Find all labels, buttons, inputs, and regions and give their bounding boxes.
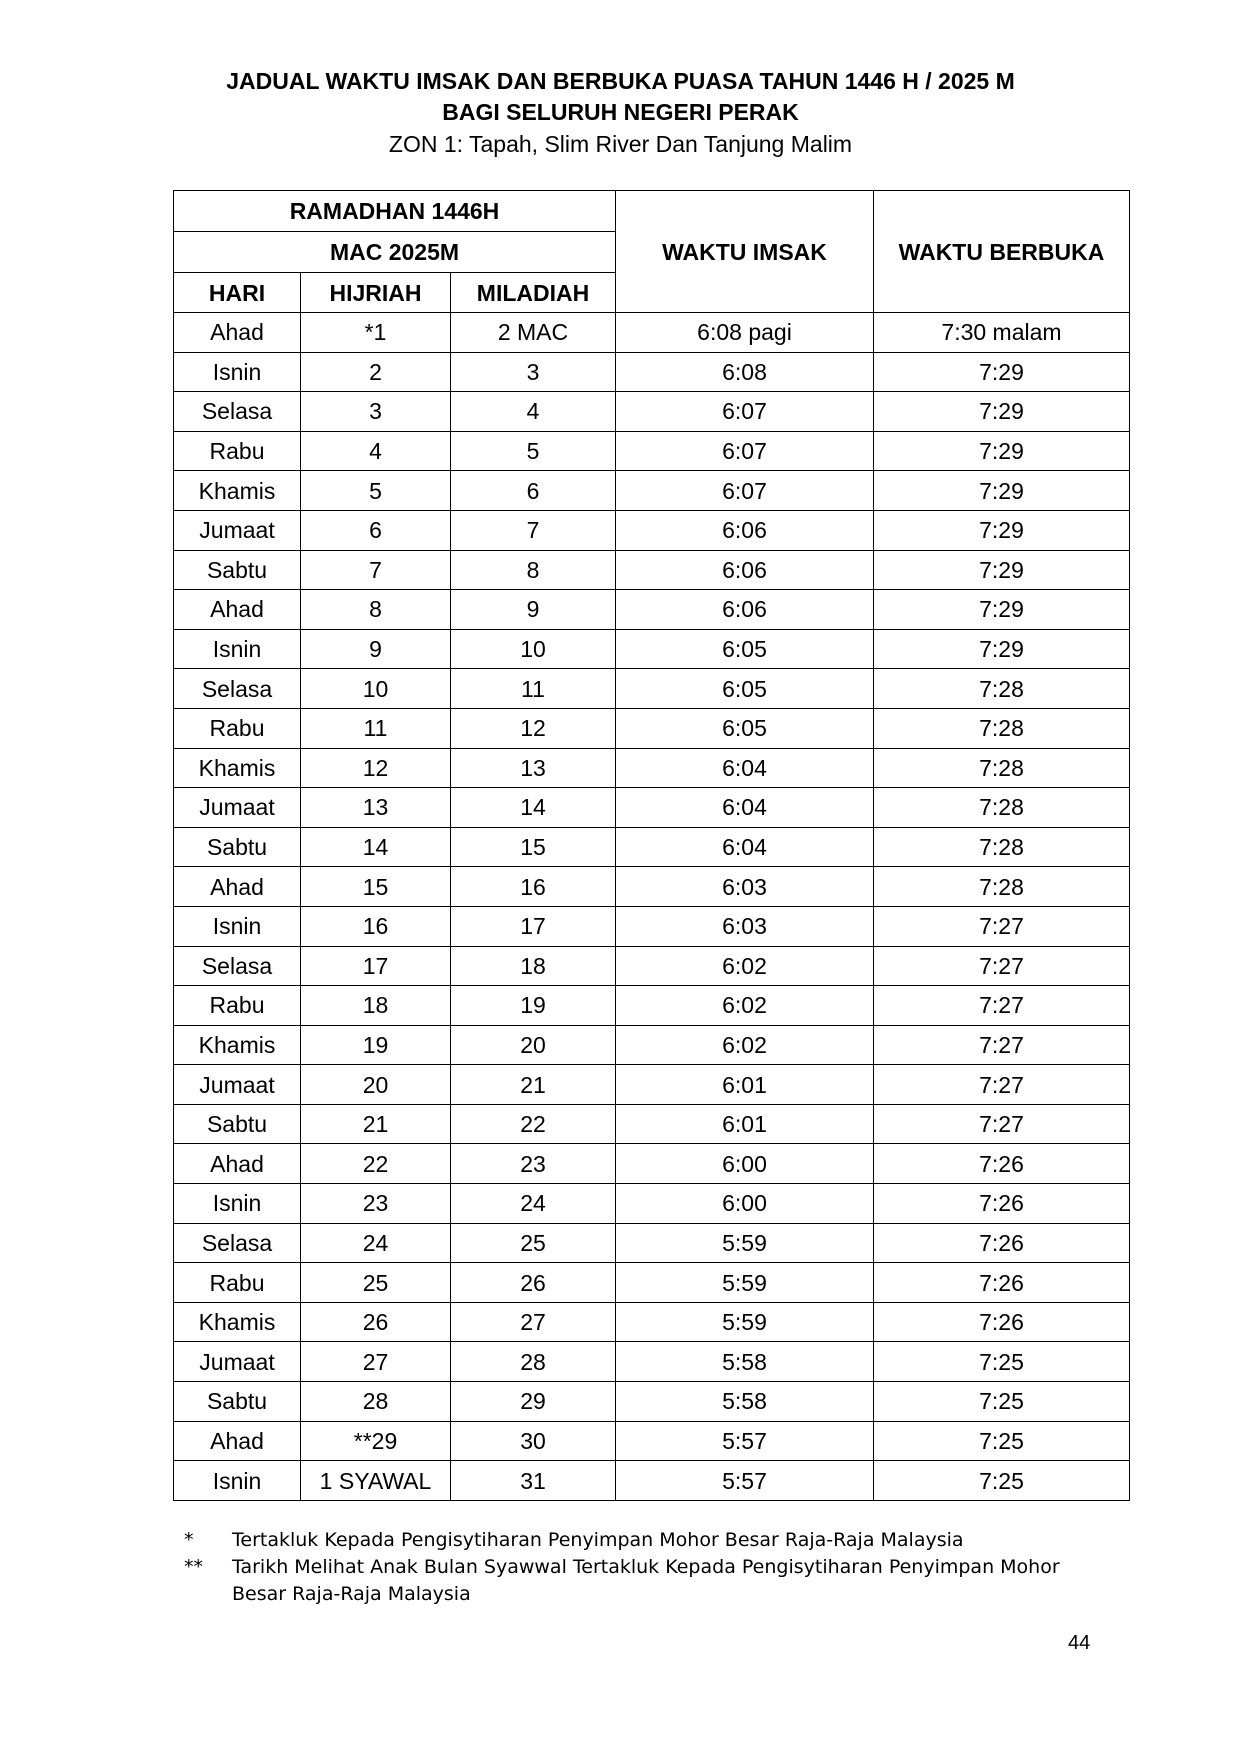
- cell-waktu-imsak: 5:59: [616, 1223, 874, 1263]
- cell-waktu-berbuka: 7:29: [874, 510, 1130, 550]
- cell-waktu-berbuka: 7:26: [874, 1184, 1130, 1224]
- header-month: MAC 2025M: [174, 232, 616, 273]
- cell-waktu-berbuka: 7:25: [874, 1342, 1130, 1382]
- table-row: [174, 1263, 1130, 1303]
- cell-waktu-berbuka: 7:25: [874, 1382, 1130, 1422]
- cell-miladiah: 21: [451, 1065, 616, 1105]
- table-row: [174, 1184, 1130, 1224]
- cell-waktu-imsak: 6:04: [616, 827, 874, 867]
- cell-waktu-imsak: 5:57: [616, 1461, 874, 1501]
- cell-hijriah: 18: [301, 986, 451, 1026]
- cell-hijriah: 21: [301, 1104, 451, 1144]
- cell-miladiah: 13: [451, 748, 616, 788]
- cell-miladiah: 15: [451, 827, 616, 867]
- table-row: [174, 986, 1130, 1026]
- cell-miladiah: 30: [451, 1421, 616, 1461]
- cell-miladiah: 8: [451, 550, 616, 590]
- cell-hijriah: 13: [301, 788, 451, 828]
- cell-hijriah: 6: [301, 510, 451, 550]
- cell-waktu-berbuka: 7:28: [874, 867, 1130, 907]
- cell-hijriah: 28: [301, 1382, 451, 1422]
- table-row: [174, 1025, 1130, 1065]
- table-row: [174, 748, 1130, 788]
- cell-waktu-berbuka: 7:28: [874, 788, 1130, 828]
- cell-miladiah: 6: [451, 471, 616, 511]
- table-row: [174, 471, 1130, 511]
- cell-hijriah: 15: [301, 867, 451, 907]
- table-row: [174, 1461, 1130, 1501]
- footnote-text: Besar Raja-Raja Malaysia: [232, 1583, 471, 1605]
- cell-waktu-imsak: 6:05: [616, 708, 874, 748]
- cell-waktu-berbuka: 7:29: [874, 392, 1130, 432]
- cell-waktu-imsak: 6:06: [616, 510, 874, 550]
- cell-miladiah: 24: [451, 1184, 616, 1224]
- table-row: [174, 550, 1130, 590]
- cell-hijriah: 8: [301, 590, 451, 630]
- cell-hijriah: 27: [301, 1342, 451, 1382]
- cell-hijriah: 22: [301, 1144, 451, 1184]
- cell-miladiah: 5: [451, 431, 616, 471]
- cell-hari: Ahad: [174, 1144, 301, 1184]
- header-hari: HARI: [174, 273, 301, 313]
- cell-hari: Ahad: [174, 867, 301, 907]
- cell-hijriah: 7: [301, 550, 451, 590]
- imsak-berbuka-table: [173, 190, 1130, 1501]
- table-row: [174, 1421, 1130, 1461]
- table-row: [174, 867, 1130, 907]
- document-title: [0, 66, 1241, 161]
- header-hijriah: HIJRIAH: [301, 273, 451, 313]
- cell-hijriah: 24: [301, 1223, 451, 1263]
- cell-hari: Selasa: [174, 392, 301, 432]
- cell-hari: Selasa: [174, 669, 301, 709]
- header-ramadhan: RAMADHAN 1446H: [174, 191, 616, 232]
- cell-hari: Jumaat: [174, 788, 301, 828]
- cell-miladiah: 27: [451, 1302, 616, 1342]
- cell-waktu-imsak: 6:07: [616, 471, 874, 511]
- cell-waktu-berbuka: 7:26: [874, 1263, 1130, 1303]
- table-row: [174, 392, 1130, 432]
- table-row: [174, 590, 1130, 630]
- cell-miladiah: 16: [451, 867, 616, 907]
- cell-miladiah: 4: [451, 392, 616, 432]
- cell-miladiah: 26: [451, 1263, 616, 1303]
- title-line-2: BAGI SELURUH NEGERI PERAK: [442, 99, 799, 125]
- table-row: [174, 1382, 1130, 1422]
- cell-waktu-imsak: 6:02: [616, 1025, 874, 1065]
- footnote-text: Tertakluk Kepada Pengisytiharan Penyimpan Mohor Besar Raja-Raja Malaysia: [232, 1529, 964, 1551]
- footnote-mark: **: [184, 1556, 203, 1578]
- cell-hari: Khamis: [174, 1302, 301, 1342]
- cell-miladiah: 23: [451, 1144, 616, 1184]
- cell-hijriah: 1 SYAWAL: [301, 1461, 451, 1501]
- cell-waktu-berbuka: 7:29: [874, 431, 1130, 471]
- cell-hijriah: 23: [301, 1184, 451, 1224]
- cell-waktu-imsak: 6:02: [616, 986, 874, 1026]
- cell-waktu-imsak: 6:07: [616, 392, 874, 432]
- page-number: 44: [1068, 1632, 1091, 1654]
- cell-hari: Selasa: [174, 946, 301, 986]
- cell-hari: Sabtu: [174, 827, 301, 867]
- cell-waktu-imsak: 5:58: [616, 1382, 874, 1422]
- cell-hijriah: **29: [301, 1421, 451, 1461]
- cell-waktu-imsak: 6:03: [616, 867, 874, 907]
- cell-hijriah: 14: [301, 827, 451, 867]
- table-body: [174, 313, 1130, 1501]
- cell-hari: Khamis: [174, 471, 301, 511]
- cell-hari: Rabu: [174, 708, 301, 748]
- cell-hari: Isnin: [174, 906, 301, 946]
- cell-miladiah: 14: [451, 788, 616, 828]
- footnotes: [184, 1527, 1144, 1608]
- cell-waktu-berbuka: 7:29: [874, 629, 1130, 669]
- table-row: [174, 1223, 1130, 1263]
- cell-miladiah: 3: [451, 352, 616, 392]
- footnote-mark: *: [184, 1529, 194, 1551]
- cell-miladiah: 18: [451, 946, 616, 986]
- cell-waktu-berbuka: 7:29: [874, 550, 1130, 590]
- footnote-line: [184, 1581, 1144, 1608]
- cell-hijriah: 16: [301, 906, 451, 946]
- cell-waktu-berbuka: 7:26: [874, 1223, 1130, 1263]
- cell-hijriah: 4: [301, 431, 451, 471]
- cell-waktu-imsak: 6:05: [616, 669, 874, 709]
- table-row: [174, 827, 1130, 867]
- cell-waktu-berbuka: 7:25: [874, 1461, 1130, 1501]
- cell-hari: Rabu: [174, 986, 301, 1026]
- cell-miladiah: 29: [451, 1382, 616, 1422]
- cell-waktu-berbuka: 7:29: [874, 352, 1130, 392]
- cell-waktu-imsak: 6:06: [616, 590, 874, 630]
- cell-miladiah: 31: [451, 1461, 616, 1501]
- table-row: [174, 352, 1130, 392]
- cell-miladiah: 10: [451, 629, 616, 669]
- cell-hijriah: *1: [301, 313, 451, 353]
- cell-miladiah: 28: [451, 1342, 616, 1382]
- cell-hari: Khamis: [174, 1025, 301, 1065]
- cell-waktu-berbuka: 7:28: [874, 669, 1130, 709]
- cell-hari: Isnin: [174, 1461, 301, 1501]
- cell-waktu-berbuka: 7:28: [874, 708, 1130, 748]
- cell-hijriah: 25: [301, 1263, 451, 1303]
- table-row: [174, 1144, 1130, 1184]
- cell-waktu-imsak: 6:00: [616, 1144, 874, 1184]
- cell-hijriah: 10: [301, 669, 451, 709]
- cell-miladiah: 9: [451, 590, 616, 630]
- cell-hijriah: 9: [301, 629, 451, 669]
- cell-waktu-imsak: 6:00: [616, 1184, 874, 1224]
- cell-waktu-imsak: 5:58: [616, 1342, 874, 1382]
- cell-miladiah: 7: [451, 510, 616, 550]
- table-row: [174, 669, 1130, 709]
- table-row: [174, 629, 1130, 669]
- cell-hijriah: 26: [301, 1302, 451, 1342]
- cell-hijriah: 2: [301, 352, 451, 392]
- cell-miladiah: 25: [451, 1223, 616, 1263]
- footnote-line: [184, 1527, 1144, 1554]
- table-row: [174, 1065, 1130, 1105]
- cell-waktu-imsak: 6:04: [616, 748, 874, 788]
- cell-waktu-imsak: 6:01: [616, 1065, 874, 1105]
- cell-waktu-berbuka: 7:26: [874, 1302, 1130, 1342]
- cell-hari: Sabtu: [174, 1104, 301, 1144]
- cell-waktu-imsak: 5:57: [616, 1421, 874, 1461]
- table-row: [174, 1104, 1130, 1144]
- cell-hijriah: 5: [301, 471, 451, 511]
- cell-hari: Ahad: [174, 313, 301, 353]
- cell-waktu-berbuka: 7:26: [874, 1144, 1130, 1184]
- header-miladiah: MILADIAH: [451, 273, 616, 313]
- cell-hari: Isnin: [174, 629, 301, 669]
- cell-hari: Jumaat: [174, 1342, 301, 1382]
- cell-waktu-imsak: 6:06: [616, 550, 874, 590]
- cell-hari: Sabtu: [174, 1382, 301, 1422]
- table-row: [174, 788, 1130, 828]
- table-row: [174, 906, 1130, 946]
- table-row: [174, 1302, 1130, 1342]
- cell-miladiah: 17: [451, 906, 616, 946]
- cell-hari: Selasa: [174, 1223, 301, 1263]
- table-row: [174, 431, 1130, 471]
- cell-hari: Ahad: [174, 590, 301, 630]
- cell-hari: Rabu: [174, 1263, 301, 1303]
- cell-waktu-berbuka: 7:28: [874, 827, 1130, 867]
- cell-waktu-berbuka: 7:30 malam: [874, 313, 1130, 353]
- cell-miladiah: 22: [451, 1104, 616, 1144]
- cell-hari: Isnin: [174, 352, 301, 392]
- cell-miladiah: 2 MAC: [451, 313, 616, 353]
- cell-waktu-berbuka: 7:29: [874, 471, 1130, 511]
- header-waktu-imsak: WAKTU IMSAK: [616, 191, 874, 313]
- header-waktu-berbuka: WAKTU BERBUKA: [874, 191, 1130, 313]
- cell-waktu-berbuka: 7:27: [874, 1025, 1130, 1065]
- cell-hari: Isnin: [174, 1184, 301, 1224]
- footnote-text: Tarikh Melihat Anak Bulan Syawwal Tertakluk Kepada Pengisytiharan Penyimpan Mohor: [232, 1556, 1060, 1578]
- cell-miladiah: 12: [451, 708, 616, 748]
- cell-waktu-berbuka: 7:27: [874, 906, 1130, 946]
- cell-hijriah: 19: [301, 1025, 451, 1065]
- cell-hijriah: 12: [301, 748, 451, 788]
- cell-waktu-imsak: 6:07: [616, 431, 874, 471]
- cell-hari: Khamis: [174, 748, 301, 788]
- cell-waktu-imsak: 6:08 pagi: [616, 313, 874, 353]
- cell-hari: Jumaat: [174, 1065, 301, 1105]
- cell-waktu-imsak: 5:59: [616, 1263, 874, 1303]
- footnote-mark: [184, 1581, 232, 1608]
- cell-hijriah: 11: [301, 708, 451, 748]
- cell-waktu-imsak: 5:59: [616, 1302, 874, 1342]
- cell-hari: Jumaat: [174, 510, 301, 550]
- title-line-1: JADUAL WAKTU IMSAK DAN BERBUKA PUASA TAHUN 1446 H / 2025 M: [226, 68, 1015, 94]
- cell-waktu-berbuka: 7:29: [874, 590, 1130, 630]
- cell-waktu-berbuka: 7:28: [874, 748, 1130, 788]
- cell-waktu-berbuka: 7:27: [874, 1104, 1130, 1144]
- cell-miladiah: 20: [451, 1025, 616, 1065]
- table-row: [174, 313, 1130, 353]
- cell-waktu-imsak: 6:05: [616, 629, 874, 669]
- footnote-line: [184, 1554, 1144, 1581]
- table-row: [174, 1342, 1130, 1382]
- cell-miladiah: 19: [451, 986, 616, 1026]
- table-row: [174, 946, 1130, 986]
- cell-waktu-imsak: 6:08: [616, 352, 874, 392]
- cell-hijriah: 20: [301, 1065, 451, 1105]
- zone-subtitle: ZON 1: Tapah, Slim River Dan Tanjung Malim: [388, 131, 853, 157]
- cell-waktu-berbuka: 7:27: [874, 986, 1130, 1026]
- cell-waktu-imsak: 6:02: [616, 946, 874, 986]
- cell-waktu-berbuka: 7:27: [874, 946, 1130, 986]
- cell-hari: Sabtu: [174, 550, 301, 590]
- cell-waktu-imsak: 6:04: [616, 788, 874, 828]
- cell-waktu-berbuka: 7:27: [874, 1065, 1130, 1105]
- table-row: [174, 708, 1130, 748]
- cell-hari: Rabu: [174, 431, 301, 471]
- cell-waktu-imsak: 6:03: [616, 906, 874, 946]
- cell-hijriah: 3: [301, 392, 451, 432]
- cell-hijriah: 17: [301, 946, 451, 986]
- cell-waktu-imsak: 6:01: [616, 1104, 874, 1144]
- table-row: [174, 510, 1130, 550]
- cell-miladiah: 11: [451, 669, 616, 709]
- cell-waktu-berbuka: 7:25: [874, 1421, 1130, 1461]
- cell-hari: Ahad: [174, 1421, 301, 1461]
